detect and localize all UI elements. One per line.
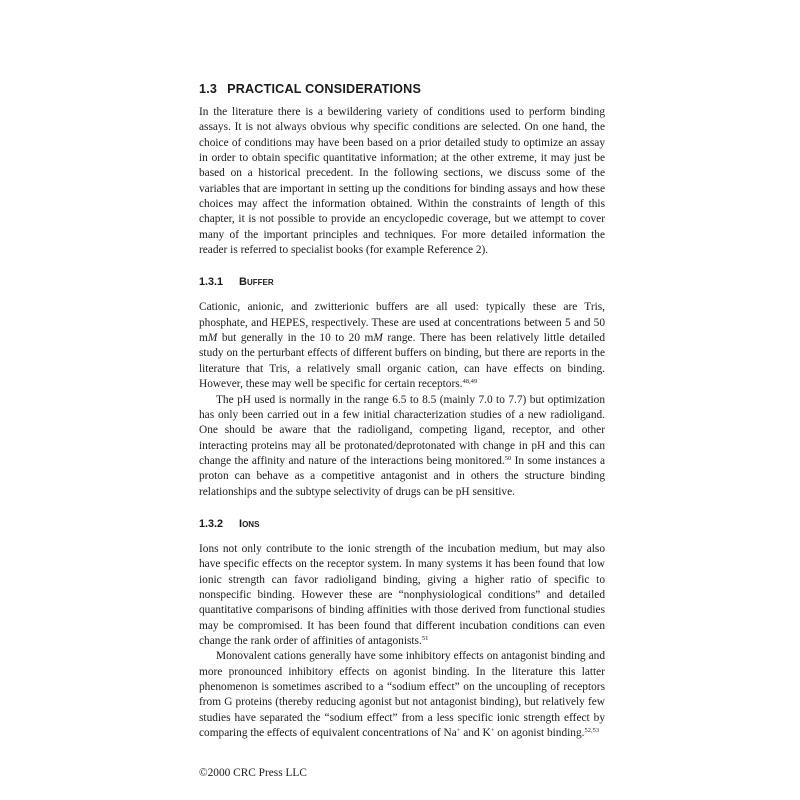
subsection-title: Buffer — [239, 276, 274, 289]
copyright-footer: ©2000 CRC Press LLC — [199, 767, 307, 779]
citation-ref: 50 — [504, 454, 512, 462]
subsection-heading-buffer — [199, 275, 605, 289]
buffer-paragraph-2: The pH used is normally in the range 6.5 to 8.5 (mainly 7.0 to 7.7) but optimization has only been carried out in a few initial characterization studies of a new radioligand. One should be aware that the radioligand, competing ligand, receptor, and other interacting proteins may all be protonated/deprotonated with change in pH and this can change the affinity and nature of the interactions being monitored.$^{50}$ In some instances a proton can behave as a competitive antagonist and in others the structure binding relationships and the subtype selectivity of drugs can be pH sensitive. — [199, 393, 605, 498]
citation-ref: 48,49 — [462, 378, 478, 386]
section-heading — [199, 81, 605, 97]
intro-paragraph: In the literature there is a bewildering variety of conditions used to perform binding assays. It is not always obvious why specific conditions are selected. On one hand, the choice of conditions may have been based on a prior detailed study to optimize an assay in order to obtain specific quantitative information; at the other extreme, it may just be based on a historical precedent. In the following sections, we discuss some of the variables that are important in setting up the conditions for binding assays and how these choices may affect the information obtained. Within the constraints of length of this chapter, it is not possible to provide an encyclopedic coverage, but we attempt to cover many of the important principles and techniques. For more detailed information the reader is referred to specialist books (for example Reference 2). — [199, 106, 605, 257]
subsection-number: 1.3.1 — [199, 276, 224, 289]
section-title: PRACTICAL CONSIDERATIONS — [227, 82, 422, 96]
subsection-heading-ions — [199, 517, 605, 531]
ions-paragraph-1: Ions not only contribute to the ionic strength of the incubation medium, but may also have specific effects on the receptor system. In many systems it has been found that low ionic strength can favor radioligand binding, giving a higher ratio of specific to nonspecific binding. However these are “nonphysiological conditions” and detailed quantitative comparisons of binding affinities with those derived from functional studies may be compromised. It has been found that different incubation conditions can even change the rank order of affinities of antagonists.$^{51}$ — [199, 542, 605, 647]
subsection-number: 1.3.2 — [199, 517, 224, 530]
section-number: 1.3 — [199, 82, 218, 96]
citation-ref: 52,53 — [584, 727, 600, 735]
buffer-paragraph-1: Cationic, anionic, and zwitterionic buffers are all used: typically these are Tris, phosphate, and HEPES, respectively. These are used at concentrations between 5 and 50 mM but generally in the 10 to 20 mM range. There has been relatively little detailed study on the perturbant effects of different buffers on binding, but there are reports in the literature that Tris, a relatively small organic cation, can have effects on binding. However, these may well be specific for certain receptors.$^{48,49}$ — [199, 301, 605, 391]
ions-paragraph-2: Monovalent cations generally have some inhibitory effects on antagonist binding and more pronounced inhibitory effects on agonist binding. In the literature this latter phenomenon is sometimes ascribed to a “sodium effect” on the uncoupling of receptors from G proteins (thereby reducing agonist but not antagonist binding), but relatively few studies have separated the “sodium effect” from a less specific ionic strength effect by comparing the effects of equivalent concentrations of Na+ and K+ on agonist binding.$^{52,53}$ — [199, 650, 605, 740]
subsection-title: Ions — [239, 517, 260, 530]
citation-ref: 51 — [421, 634, 429, 642]
page-body — [199, 80, 605, 741]
